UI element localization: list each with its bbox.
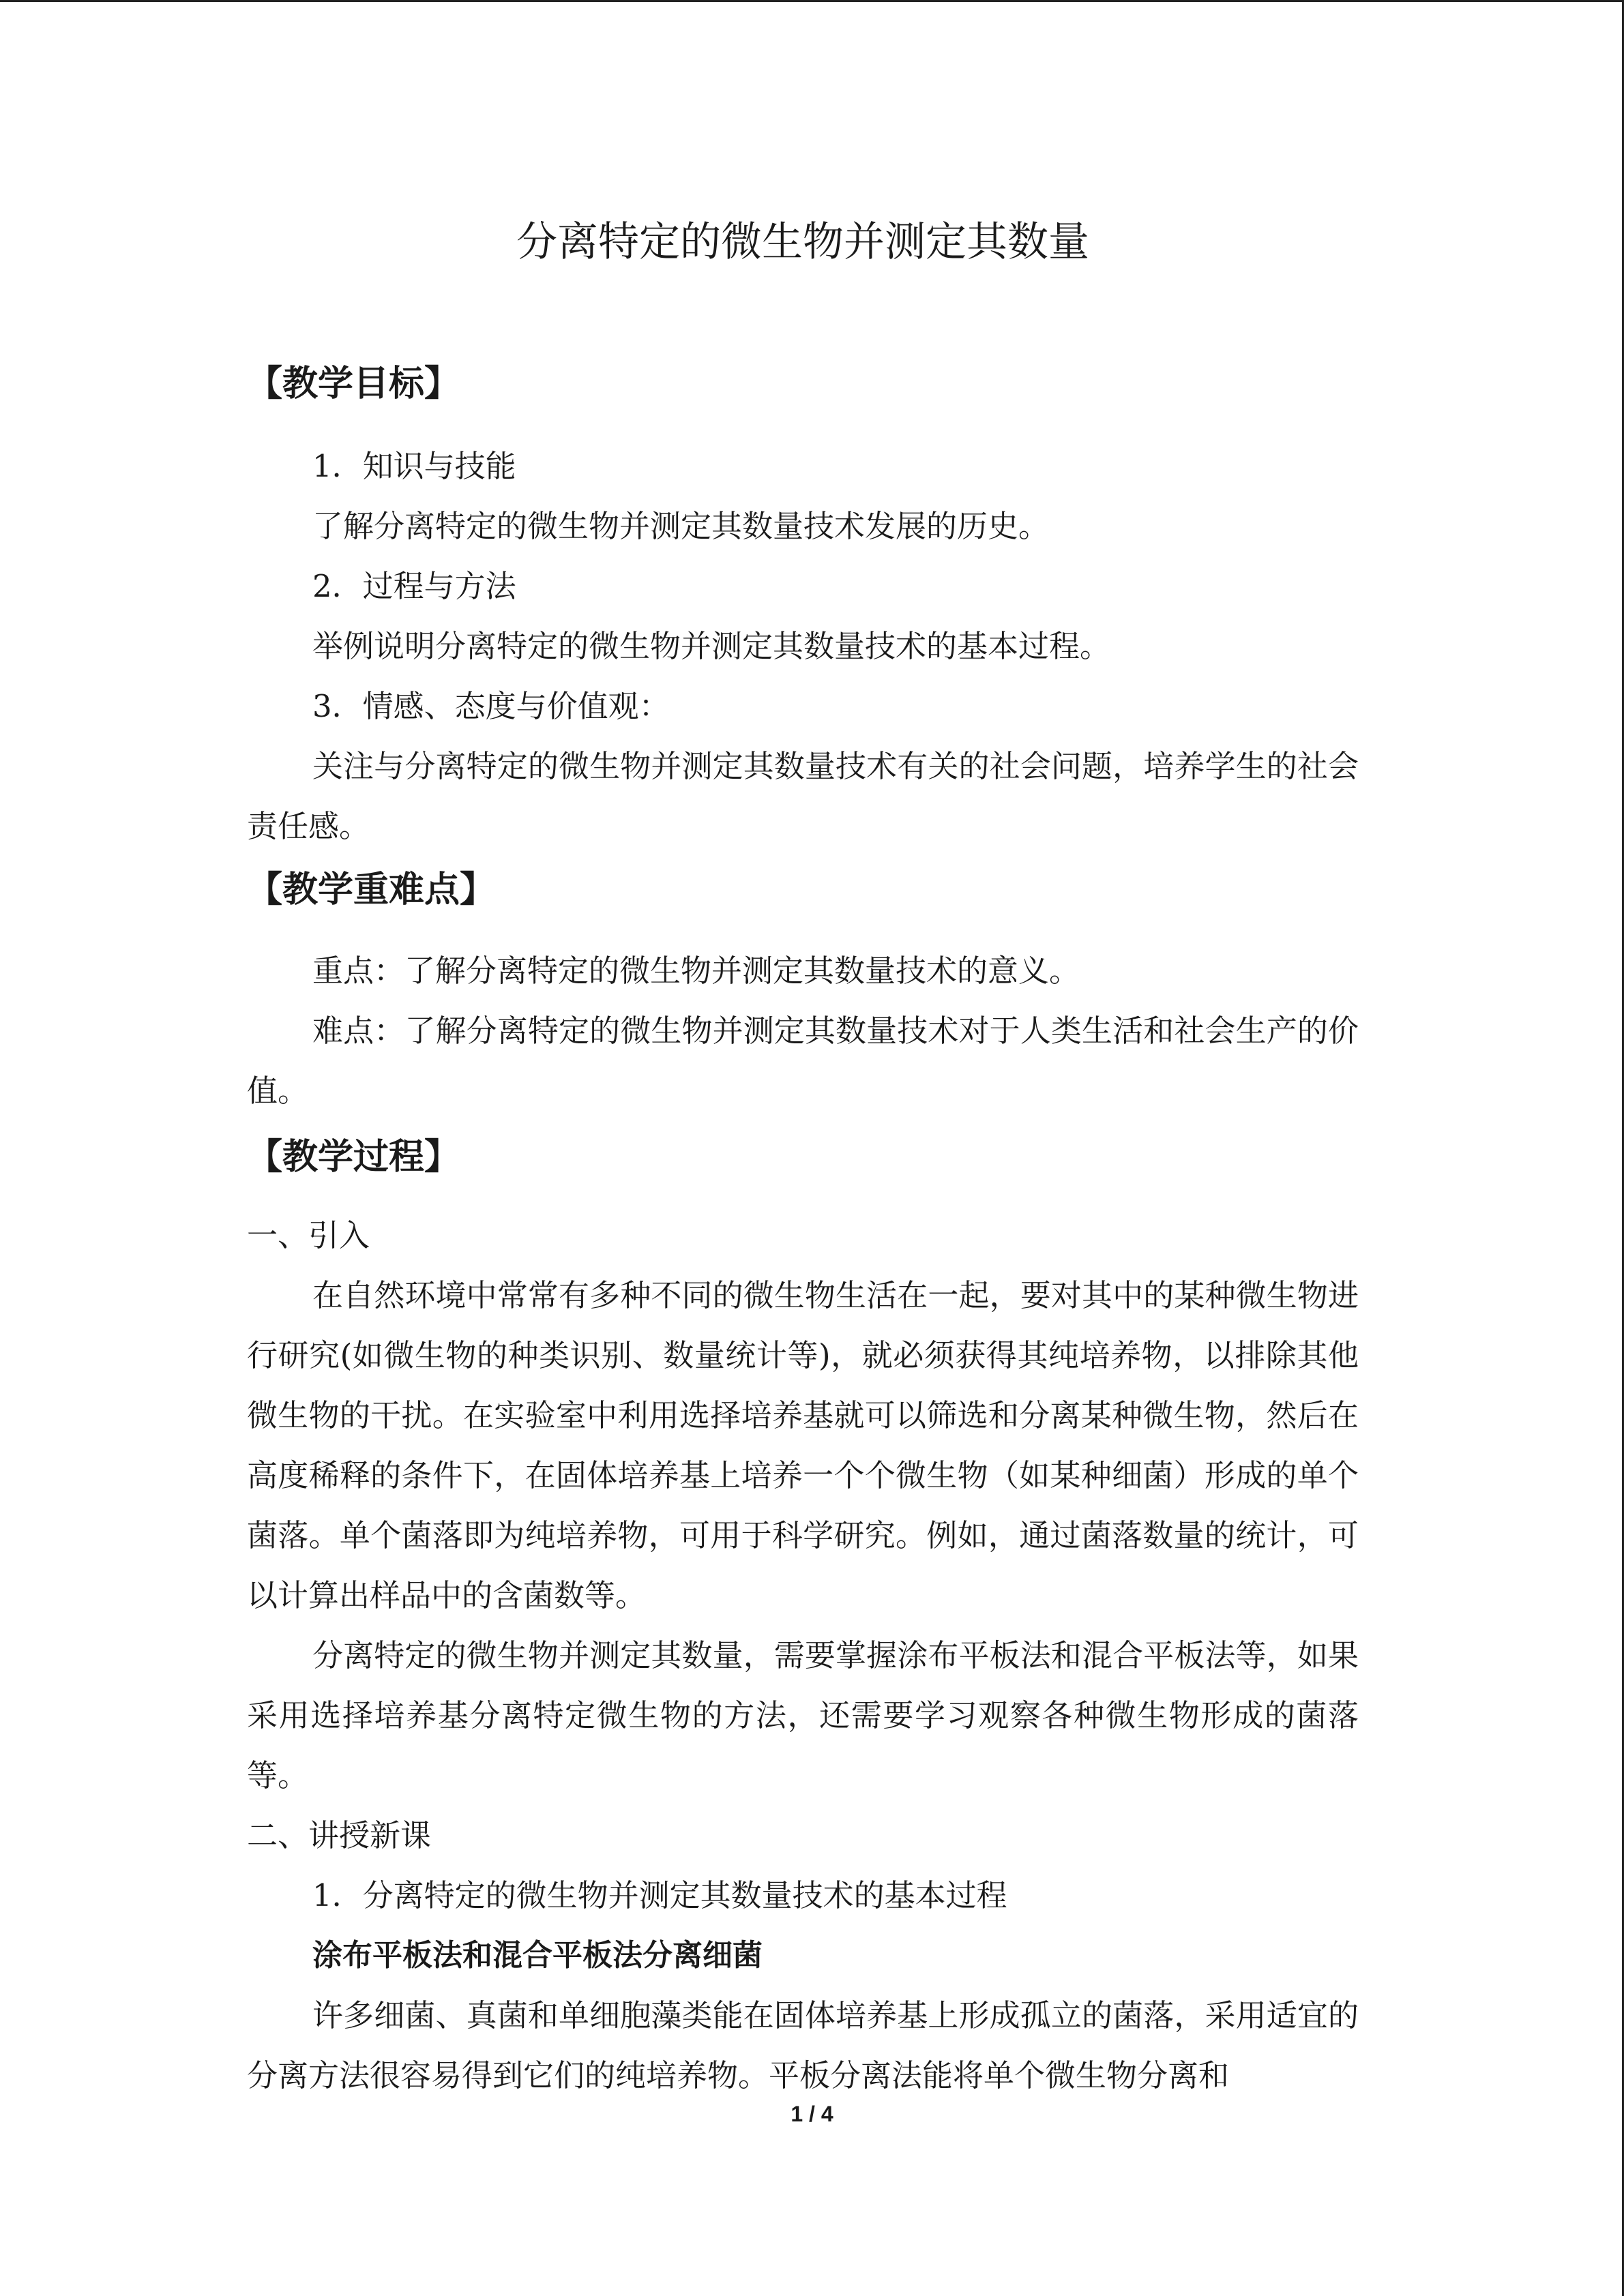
part2-item-1: 1．分离特定的微生物并测定其数量技术的基本过程 xyxy=(312,1877,1007,1913)
part1-title: 一、引入 xyxy=(247,1217,370,1253)
key-point: 重点：了解分离特定的微生物并测定其数量技术的意义。 xyxy=(312,953,1080,989)
part2-title: 二、讲授新课 xyxy=(247,1817,432,1853)
part1-paragraph-1: 在自然环境中常常有多种不同的微生物生活在一起，要对其中的某种微生物进行研究(如微生物的种类识别、数量统计等)，就必须获得其纯培养物，以排除其他微生物的干扰。在实验室中利用选择培养基就可以筛选和分离某种微生物，然后在高度稀释的条件下，在固体培养基上培养一个个微生物（如某种细菌）形成的单个菌落。单个菌落即为纯培养物，可用于科学研究。例如，通过菌落数量的统计，可以计算出样品中的含菌数等。 xyxy=(247,1277,1359,1613)
process-heading: 【教学过程】 xyxy=(247,1137,460,1178)
objectives-heading: 【教学目标】 xyxy=(247,363,460,404)
objective-item-2: 了解分离特定的微生物并测定其数量技术发展的历史。 xyxy=(312,508,1050,544)
part1-paragraph-2: 分离特定的微生物并测定其数量，需要掌握涂布平板法和混合平板法等，如果采用选择培养基分离特定微生物的方法，还需要学习观察各种微生物形成的菌落等。 xyxy=(247,1637,1359,1793)
part2-paragraph-1: 许多细菌、真菌和单细胞藻类能在固体培养基上形成孤立的菌落，采用适宜的分离方法很容易得到它们的纯培养物。平板分离法能将单个微生物分离和 xyxy=(247,1997,1359,2093)
part2-subheading: 涂布平板法和混合平板法分离细菌 xyxy=(312,1938,763,1973)
difficult-point: 难点：了解分离特定的微生物并测定其数量技术对于人类生活和社会生产的价值。 xyxy=(247,1013,1359,1109)
objective-item-3: 2．过程与方法 xyxy=(312,568,516,604)
document-title: 分离特定的微生物并测定其数量 xyxy=(516,218,1089,266)
page-number: 1 / 4 xyxy=(791,2102,833,2126)
objective-item-4: 举例说明分离特定的微生物并测定其数量技术的基本过程。 xyxy=(312,628,1111,664)
objective-item-6: 关注与分离特定的微生物并测定其数量技术有关的社会问题，培养学生的社会责任感。 xyxy=(247,748,1359,844)
objective-item-1: 1．知识与技能 xyxy=(312,448,516,484)
key-points-heading: 【教学重难点】 xyxy=(247,869,496,910)
objective-item-5: 3．情感、态度与价值观： xyxy=(312,688,670,724)
